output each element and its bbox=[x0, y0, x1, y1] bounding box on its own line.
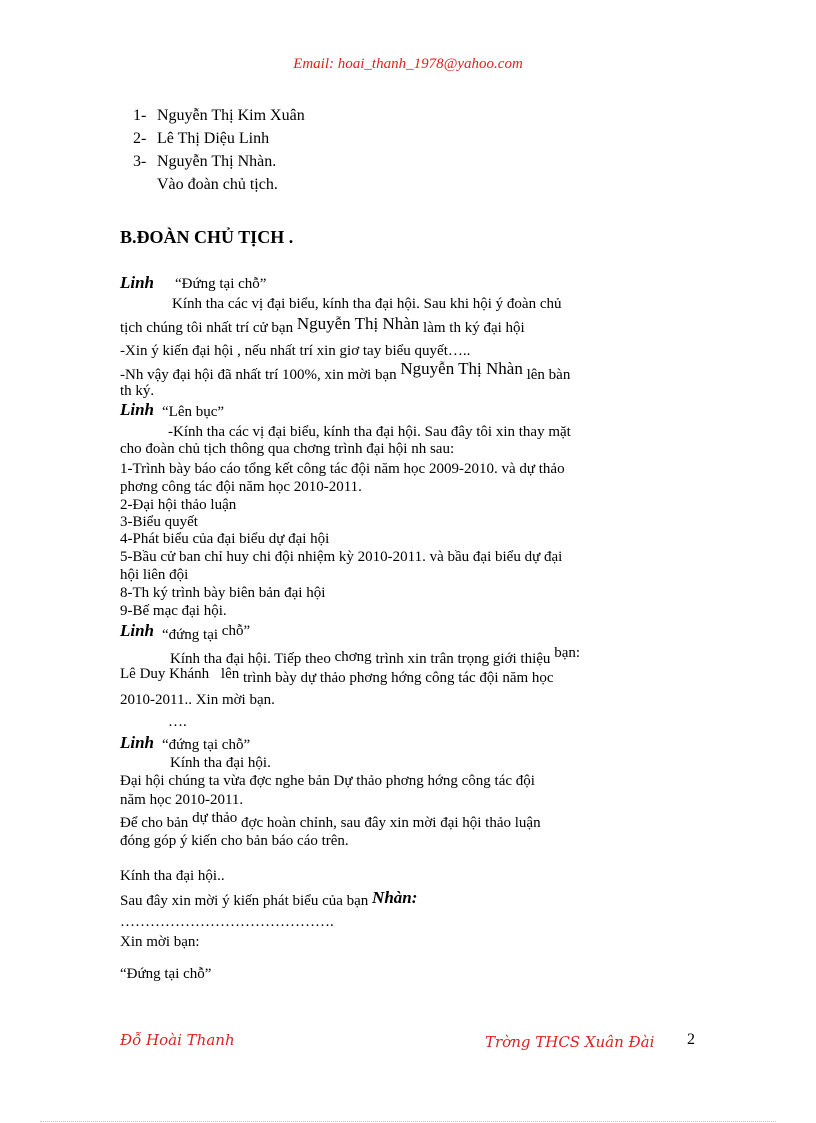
list-text: Lê Thị Diệu Linh bbox=[157, 130, 270, 147]
text-run: Để cho bản bbox=[120, 815, 189, 831]
paragraph-line: hội liên đội bbox=[120, 567, 189, 583]
paragraph-line: Kính tha đại hội.. bbox=[120, 868, 225, 884]
paragraph-line: th ký. bbox=[120, 383, 155, 399]
text-run: -Nh vậy đại hội đã nhất trí 100%, xin mời bạn bbox=[120, 367, 397, 383]
text-run: Sau đây xin mời ý kiến phát biểu của bạn bbox=[120, 893, 369, 909]
list-number: 2- bbox=[133, 130, 147, 147]
paragraph-line bbox=[120, 359, 571, 384]
speaker-label: Linh bbox=[120, 733, 155, 752]
list-after: Vào đoàn chủ tịch. bbox=[157, 176, 278, 193]
speaker-label: Linh bbox=[120, 621, 155, 640]
paragraph-line: 1-Trình bày báo cáo tổng kết công tác đội năm học 2009-2010. và dự thảo bbox=[120, 461, 565, 477]
list-text: Nguyễn Thị Nhàn. bbox=[157, 153, 277, 170]
paragraph-line: …. bbox=[168, 714, 187, 730]
text-run: bạn: bbox=[554, 645, 581, 661]
paragraph-line: 2010-2011.. Xin mời bạn. bbox=[120, 692, 275, 708]
list-item bbox=[133, 107, 305, 125]
stage-cue: “đứng tại chỗ” bbox=[162, 737, 251, 753]
list-text: Nguyễn Thị Kim Xuân bbox=[157, 107, 305, 124]
footer-author: Đỗ Hoài Thanh bbox=[120, 1031, 235, 1049]
speaker-name: Nhàn: bbox=[372, 888, 418, 907]
paragraph-line: 8-Th ký trình bày biên bản đại hội bbox=[120, 585, 326, 601]
text-run: trình bày dự thảo phơng hớng công tác đội năm học bbox=[242, 670, 554, 686]
text-run: tịch chúng tôi nhất trí cử bạn bbox=[120, 320, 294, 336]
list-number: 3- bbox=[133, 153, 147, 170]
text-run: dự thảo bbox=[192, 810, 238, 826]
paragraph-line bbox=[120, 888, 418, 910]
paragraph-line: 4-Phát biểu của đại biểu dự đại hội bbox=[120, 531, 330, 547]
text-run: lên bàn bbox=[526, 367, 571, 383]
stage-cue: “Đứng tại chỗ” bbox=[175, 276, 267, 292]
stage-cue bbox=[162, 623, 251, 644]
header-email: Email: hoai_thanh_1978@yahoo.com bbox=[293, 56, 523, 72]
paragraph-line: Kính tha đại hội. bbox=[170, 755, 271, 771]
paragraph-line: 5-Bầu cử ban chỉ huy chi đội nhiệm kỳ 2010-2011. và bầu đại biểu dự đại bbox=[120, 549, 563, 565]
dotted-line: ……………………………………. bbox=[120, 914, 334, 930]
paragraph-line: 2-Đại hội thảo luận bbox=[120, 497, 237, 513]
paragraph-line: 9-Bế mạc đại hội. bbox=[120, 603, 227, 619]
text-run: đợc hoàn chỉnh, sau đây xin mời đại hội thảo luận bbox=[241, 815, 541, 831]
paragraph-line bbox=[120, 810, 541, 832]
page-bottom-divider bbox=[40, 1121, 776, 1122]
paragraph-line: đóng góp ý kiến cho bản báo cáo trên. bbox=[120, 833, 349, 849]
person-name: Nguyễn Thị Nhàn bbox=[296, 314, 420, 333]
text-run: “đứng tại bbox=[162, 627, 219, 643]
stage-cue: “Đứng tại chỗ” bbox=[120, 966, 212, 982]
list-number: 1- bbox=[133, 107, 147, 124]
speaker-label: Linh bbox=[120, 273, 155, 292]
paragraph-line: cho đoàn chủ tịch thông qua chơng trình đại hội nh sau: bbox=[120, 441, 455, 457]
person-name: Nguyễn Thị Nhàn bbox=[400, 359, 523, 378]
paragraph-line: 3-Biểu quyết bbox=[120, 514, 198, 530]
paragraph-line: Kính tha các vị đại biểu, kính tha đại hội. Sau khi hội ý đoàn chủ bbox=[172, 296, 562, 312]
paragraph-line: năm học 2010-2011. bbox=[120, 792, 244, 808]
paragraph-line: Đại hội chúng ta vừa đợc nghe bản Dự thảo phơng hớng công tác đội bbox=[120, 773, 535, 789]
list-item bbox=[133, 130, 269, 148]
list-item bbox=[133, 153, 276, 171]
paragraph-line bbox=[120, 314, 525, 337]
text-run: trình xin trân trọng giới thiệu bbox=[375, 651, 551, 667]
paragraph-line bbox=[120, 666, 554, 687]
paragraph-line: phơng công tác đội năm học 2010-2011. bbox=[120, 479, 362, 495]
paragraph-line: -Kính tha các vị đại biểu, kính tha đại hội. Sau đây tôi xin thay mặt bbox=[168, 424, 571, 440]
text-run: làm th ký đại hội bbox=[423, 320, 525, 336]
paragraph-line: -Xin ý kiến đại hội , nếu nhất trí xin giơ tay biểu quyết….. bbox=[120, 343, 471, 359]
page-number: 2 bbox=[687, 1031, 695, 1048]
footer-school: Trờng THCS Xuân Đài bbox=[485, 1033, 655, 1051]
text-run: lên bbox=[220, 666, 240, 682]
speaker-label: Linh bbox=[120, 400, 155, 419]
person-name: Lê Duy Khánh bbox=[120, 666, 210, 682]
stage-cue: “Lên bục” bbox=[162, 404, 225, 420]
text-run: Kính tha đại hội. Tiếp theo bbox=[170, 651, 331, 667]
section-title: B.ĐOÀN CHỦ TỊCH . bbox=[120, 227, 294, 247]
paragraph-line: Xin mời bạn: bbox=[120, 934, 200, 950]
text-run: chỗ” bbox=[221, 623, 251, 639]
text-run: chơng bbox=[334, 649, 372, 665]
